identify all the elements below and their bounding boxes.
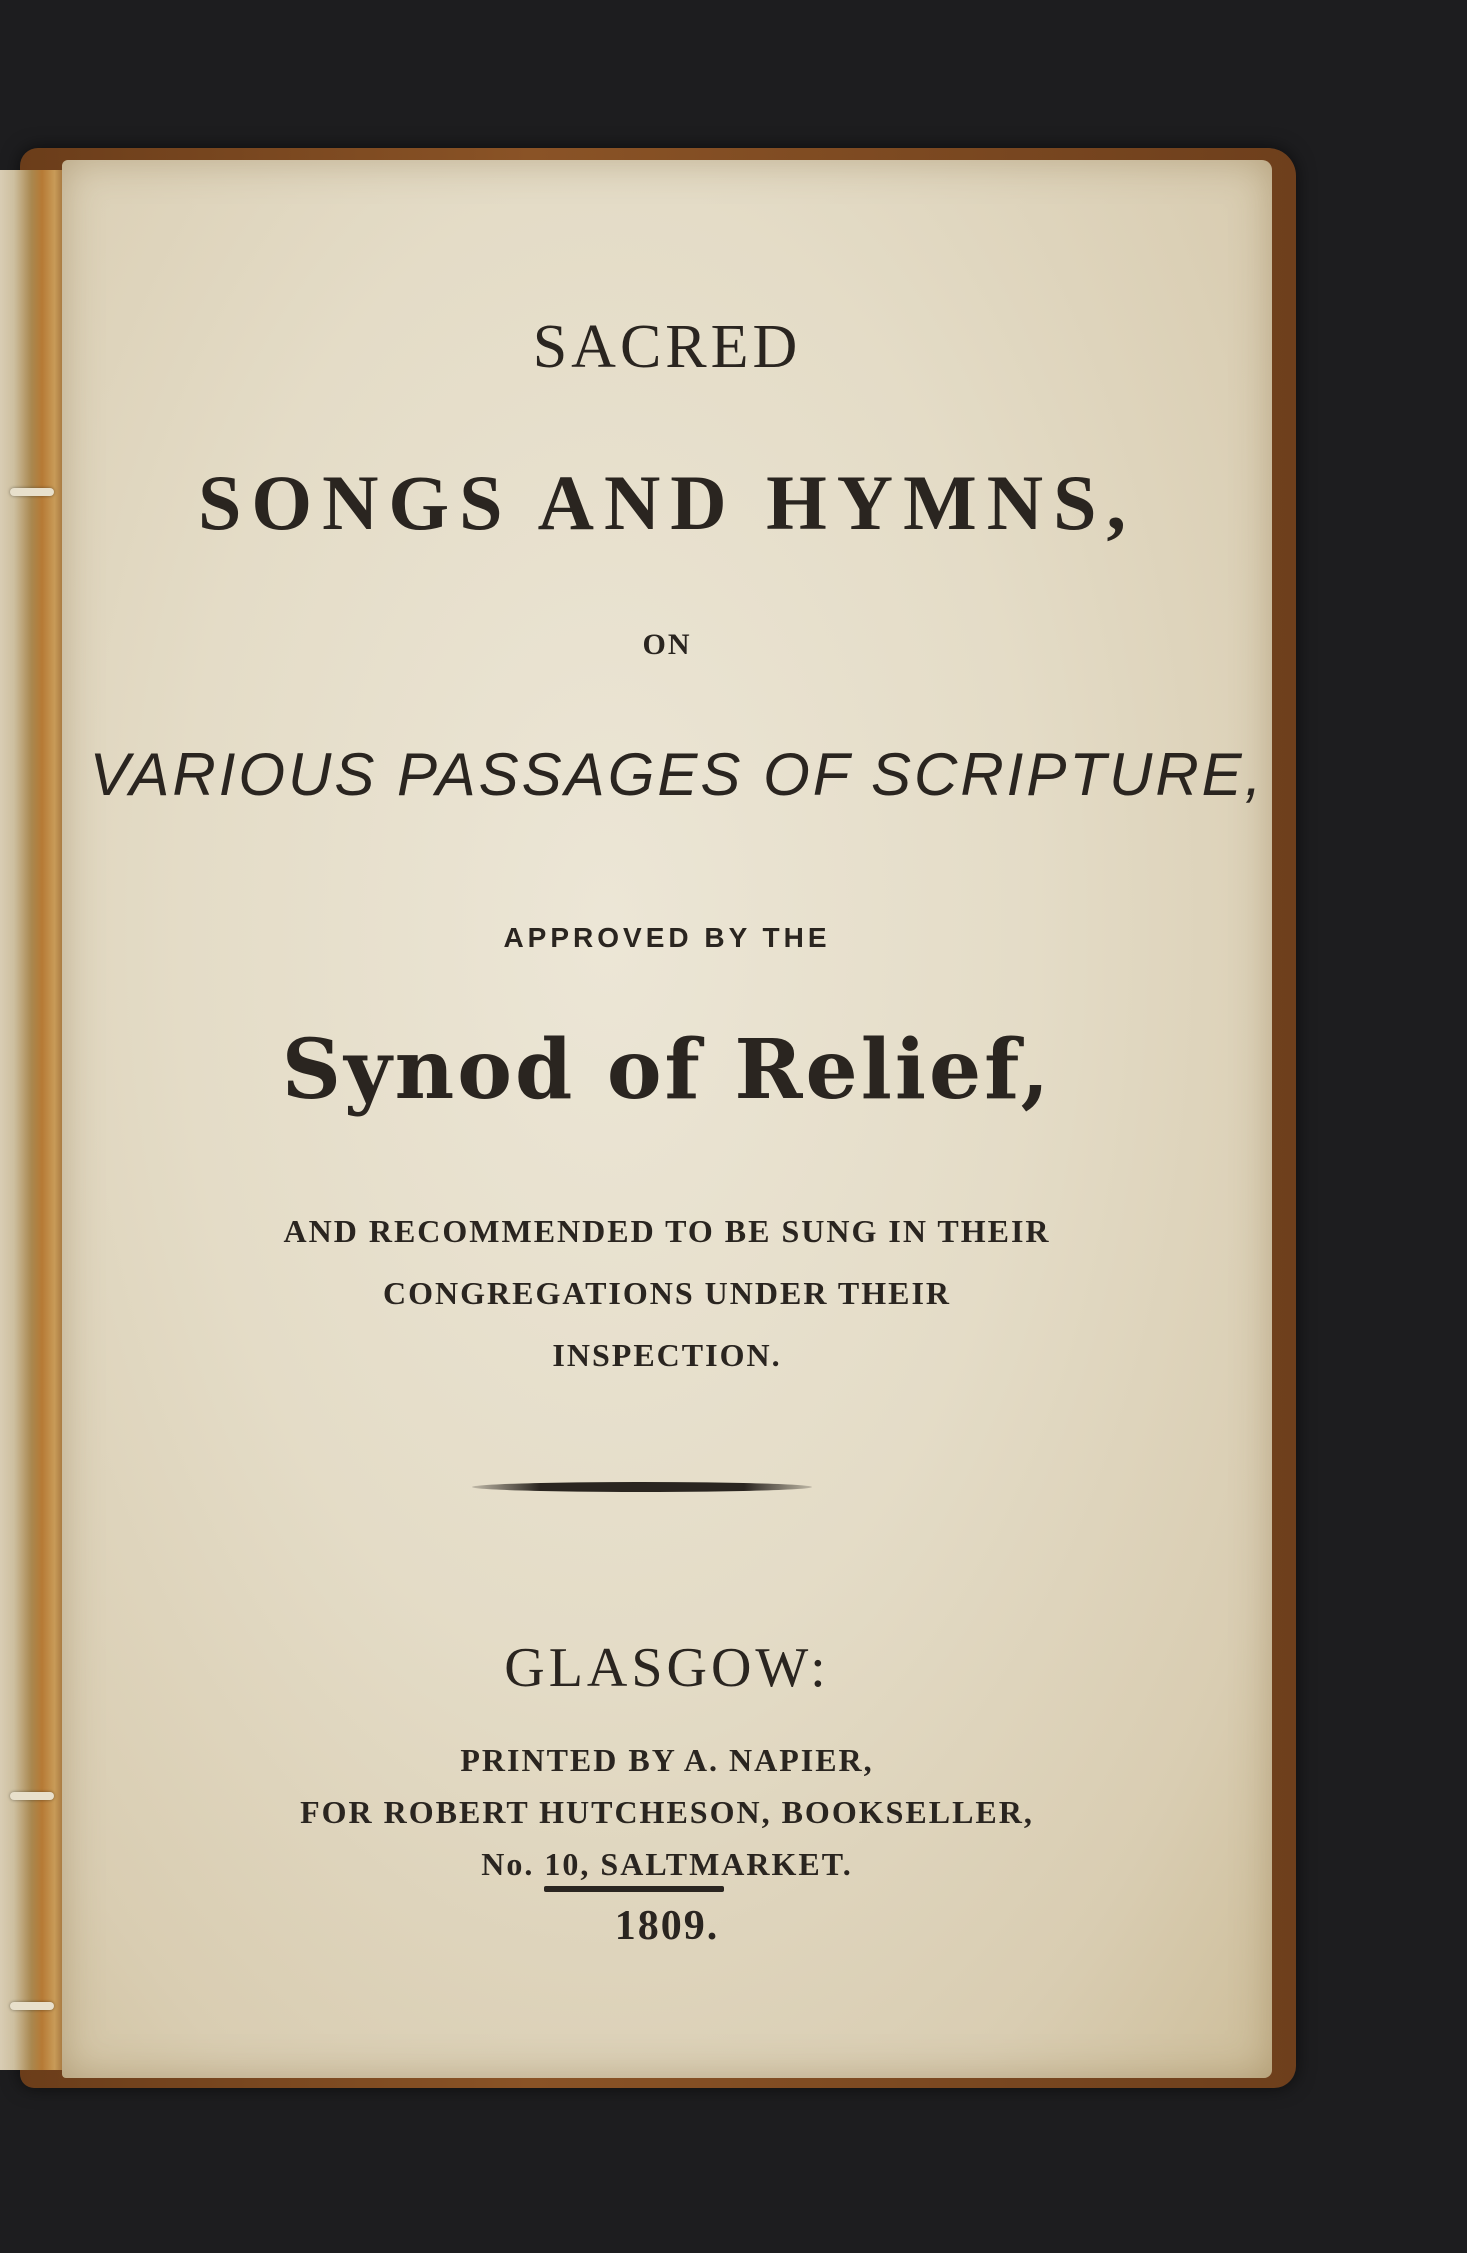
imprint-printer: PRINTED BY A. NAPIER, — [460, 1742, 874, 1778]
imprint-address: No. 10, SALTMARKET. — [481, 1846, 853, 1882]
title-line-synod: Synod of Relief, — [281, 1022, 1053, 1118]
imprint-year: 1809. — [614, 1903, 720, 1949]
title-page — [62, 160, 1272, 2078]
title-line-on: ON — [642, 628, 692, 661]
stitch-mark — [10, 1792, 54, 1800]
title-line-various-passages: VARIOUS PASSAGES OF SCRIPTURE, — [89, 741, 1265, 808]
title-line-inspection: INSPECTION. — [552, 1337, 782, 1373]
imprint-city: GLASGOW: — [504, 1637, 830, 1699]
title-line-recommended: AND RECOMMENDED TO BE SUNG IN THEIR — [283, 1213, 1051, 1249]
stitch-mark — [10, 488, 54, 496]
stitch-mark — [10, 2002, 54, 2010]
title-line-sacred: SACRED — [532, 313, 802, 381]
small-rule — [544, 1886, 724, 1892]
title-line-recommended-block — [62, 1200, 1272, 1386]
title-line-songs-and-hymns: SONGS AND HYMNS, — [198, 459, 1136, 546]
imprint-bookseller: FOR ROBERT HUTCHESON, BOOKSELLER, — [300, 1794, 1034, 1830]
title-line-approved: APPROVED BY THE — [503, 922, 831, 953]
title-line-congregations: CONGREGATIONS UNDER THEIR — [382, 1275, 951, 1311]
imprint-block — [62, 1734, 1272, 1890]
book-spine — [0, 170, 70, 2070]
ornamental-rule — [472, 1482, 812, 1492]
